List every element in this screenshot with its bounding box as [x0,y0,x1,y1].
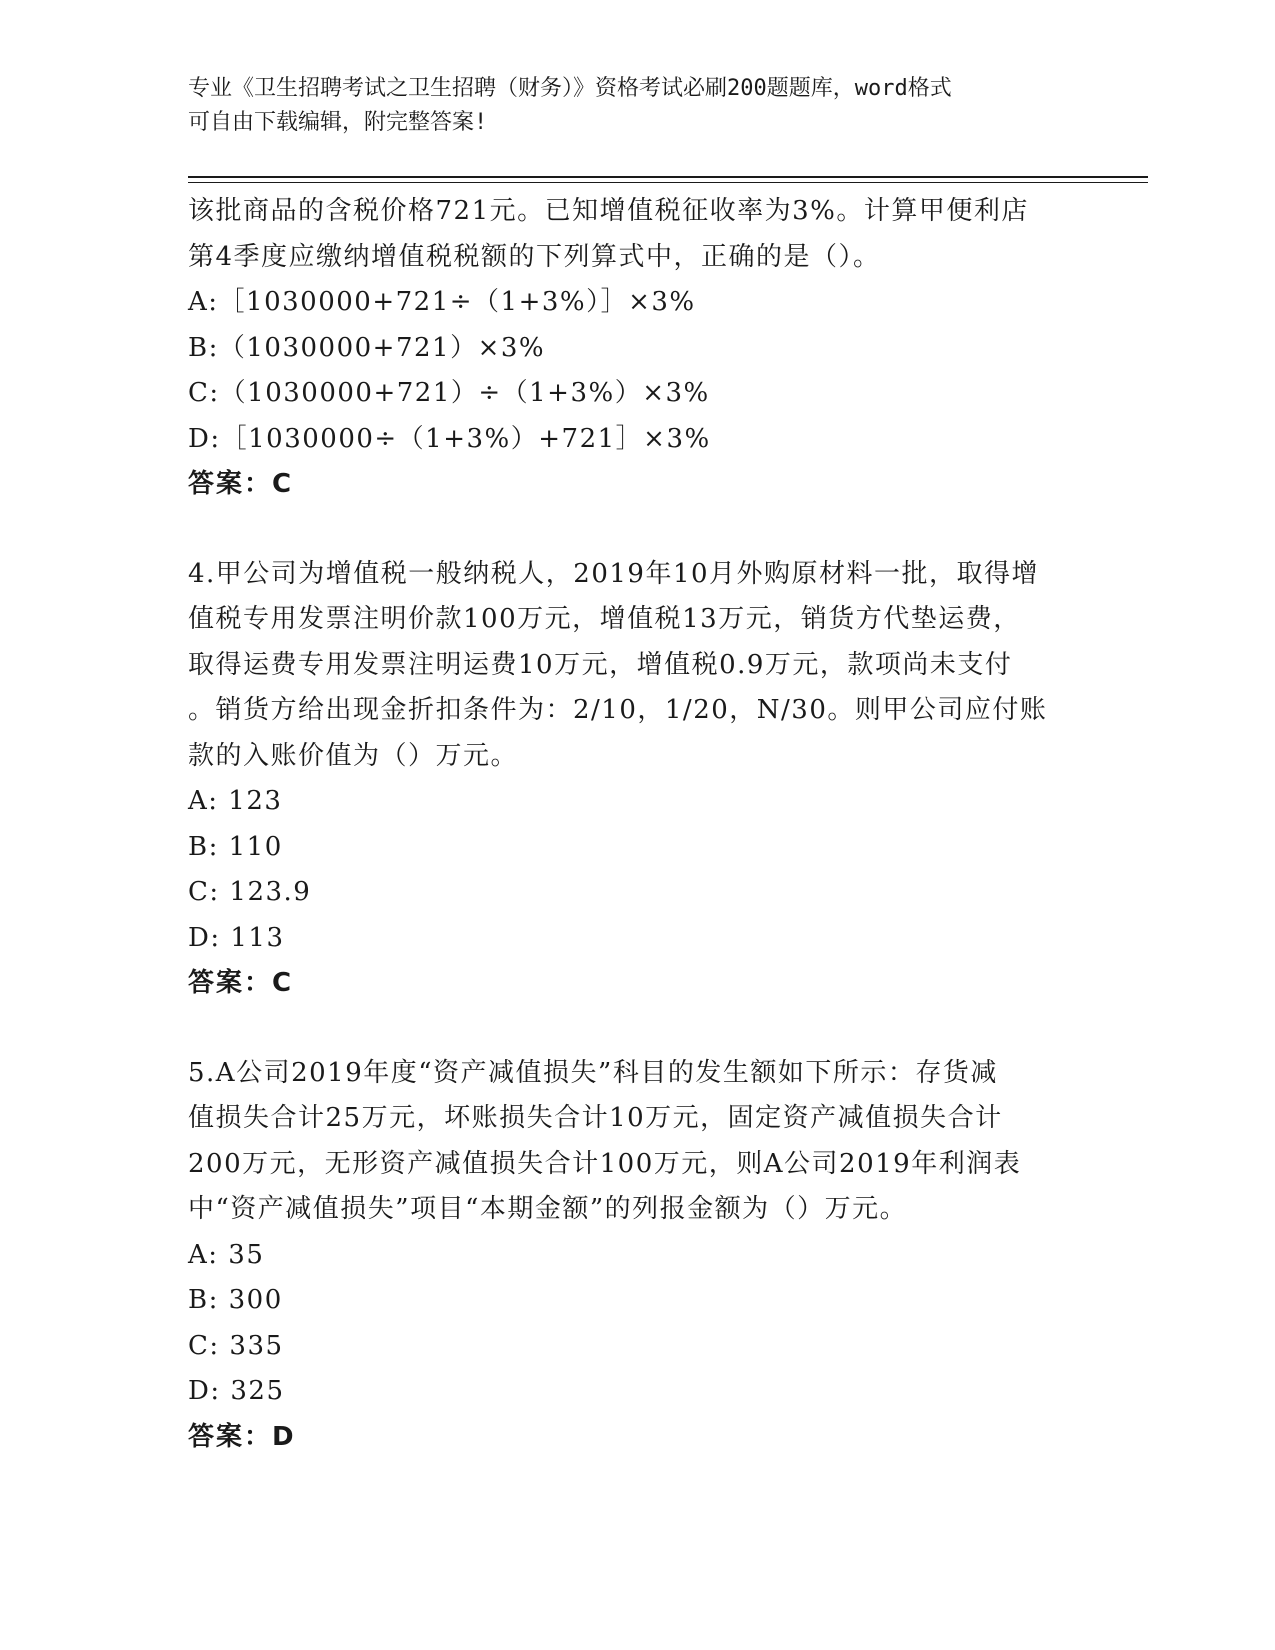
question-4 [188,552,1088,1007]
document-header [188,72,1088,140]
question-stem-line: 取得运费专用发票注明运费10万元，增值税0.9万元，款项尚未支付 [188,649,1013,680]
question-stem-line: 4.甲公司为增值税一般纳税人，2019年10月外购原材料一批，取得增 [188,558,1040,589]
option-b: B:（1030000+721）×3% [188,332,546,363]
header-title-line-2: 可自由下载编辑，附完整答案! [188,110,488,135]
answer-label: 答案：C [188,968,294,998]
question-stem-line: 该批商品的含税价格721元。已知增值税征收率为3%。计算甲便利店 [188,196,1029,226]
option-b: B: 110 [188,831,283,862]
question-5 [188,1051,1088,1461]
option-d: D: 113 [188,922,285,953]
question-spacer [188,508,1088,552]
answer-label: 答案：C [188,469,294,499]
question-stem-line: 第4季度应缴纳增值税税额的下列算式中，正确的是（）。 [188,241,881,272]
question-stem-line: 200万元，无形资产减值损失合计100万元，则A公司2019年利润表 [188,1148,1022,1179]
question-stem-line: 5.A公司2019年度“资产减值损失”科目的发生额如下所示：存货减 [188,1057,998,1088]
option-b: B: 300 [188,1285,283,1315]
header-divider-thin [188,182,1148,183]
question-stem-line: 中“资产减值损失”项目“本期金额”的列报金额为（）万元。 [188,1194,908,1224]
option-c: C: 335 [188,1330,284,1361]
question-stem-line: 款的入账价值为（）万元。 [188,740,519,771]
question-stem-line: 值税专用发票注明价款100万元，增值税13万元，销货方代垫运费， [188,604,1021,634]
option-a: A: 123 [188,786,283,816]
question-stem-line: 。销货方给出现金折扣条件为：2/10，1/20，N/30。则甲公司应付账 [188,695,1048,725]
header-divider-thick [188,176,1148,178]
header-title-line-1: 专业《卫生招聘考试之卫生招聘（财务）》资格考试必刷200题题库，word格式 [188,76,952,101]
question-3-continued [188,189,1088,508]
answer-label: 答案：D [188,1421,296,1452]
question-content [188,189,1088,1460]
option-d: D: 325 [188,1376,285,1406]
option-c: C:（1030000+721）÷（1+3%）×3% [188,378,710,408]
question-stem-line: 值损失合计25万元，坏账损失合计10万元，固定资产减值损失合计 [188,1103,1003,1133]
option-d: D:［1030000÷（1+3%）+721］×3% [188,423,711,454]
option-a: A:［1030000+721÷（1+3%）］×3% [188,287,696,317]
option-c: C: 123.9 [188,877,312,907]
question-spacer [188,1007,1088,1051]
option-a: A: 35 [188,1239,265,1270]
